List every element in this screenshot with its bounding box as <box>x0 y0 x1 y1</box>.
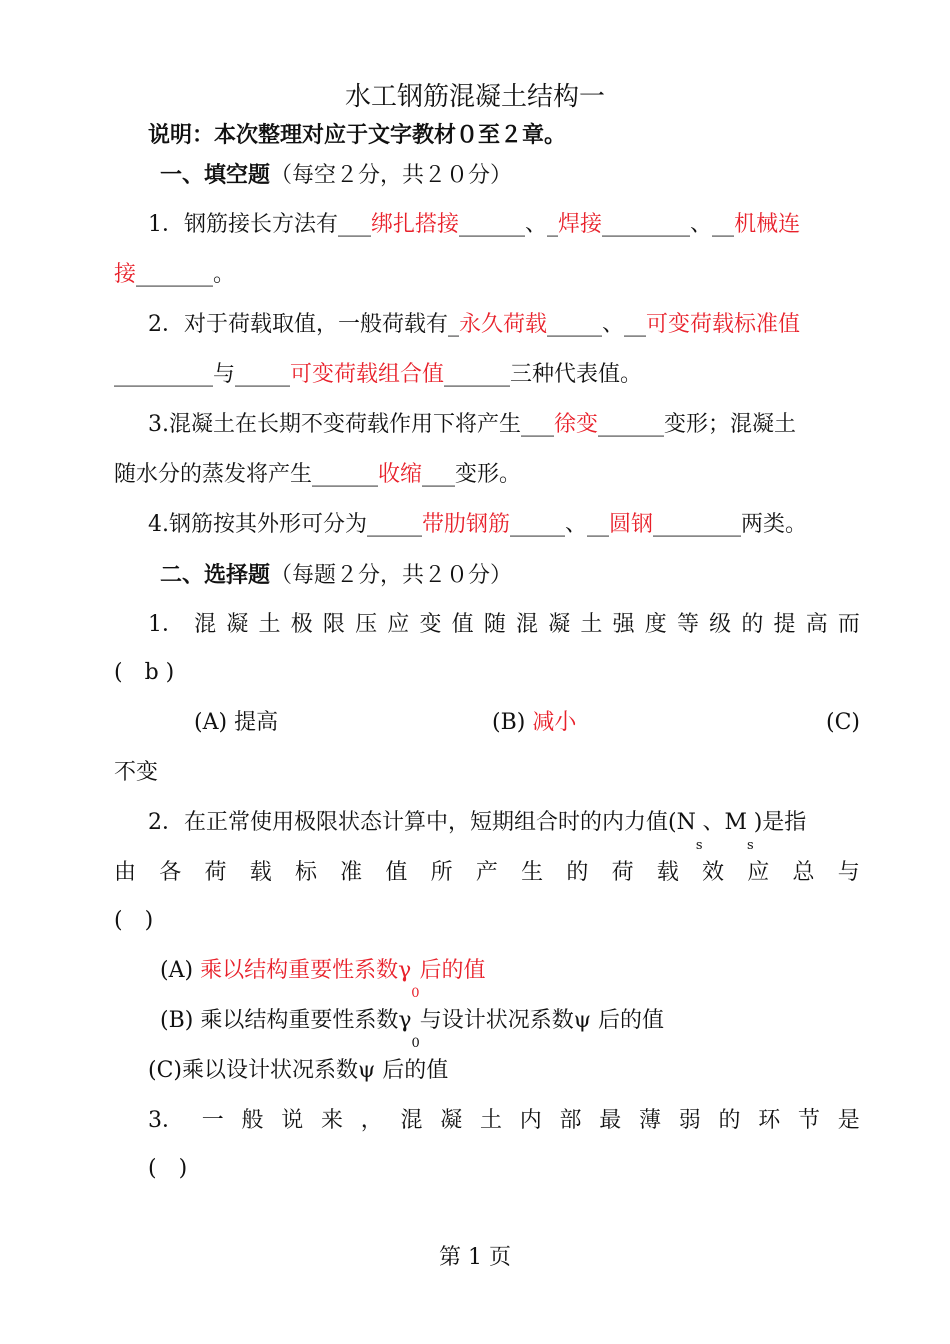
stem-char: 极 <box>290 612 313 637</box>
stem-char: 载 <box>249 860 272 885</box>
stem-char: 是 <box>837 1108 860 1133</box>
stem-char: 节 <box>797 1108 820 1133</box>
choice-1-option-c-label: (C) <box>826 710 860 735</box>
stem-char: ， <box>360 1108 383 1133</box>
section-choice-heading <box>160 560 950 591</box>
option-text: 提高 <box>234 710 279 735</box>
note-line: 说明：本次整理对应于文字教材０至２章。 <box>148 122 567 148</box>
question-text: 1．钢筋接长方法有 <box>148 212 338 237</box>
stem-char: 总 <box>792 860 815 885</box>
answer: 带肋钢筋 <box>422 512 511 537</box>
stem-char: 弱 <box>678 1108 701 1133</box>
answer: 永久荷载 <box>459 312 548 337</box>
blank: _ <box>448 312 459 337</box>
answer: 圆钢 <box>609 512 654 537</box>
blank: ___ <box>338 212 371 237</box>
answer: 可变荷载组合值 <box>290 362 445 387</box>
stem-char: 准 <box>340 860 363 885</box>
choice-3-answer-blank: ( ) <box>148 1156 188 1181</box>
blank: _____、__ <box>510 512 610 537</box>
stem-char: 凝 <box>226 612 249 637</box>
question-text: 随水分的蒸发将产生 <box>114 462 313 487</box>
question-3-line-1 <box>148 410 950 440</box>
question-1-line-1 <box>148 210 950 240</box>
stem-char: 环 <box>758 1108 781 1133</box>
stem-char: 3． <box>148 1108 184 1133</box>
blank: ______变形；混凝土 <box>598 412 797 437</box>
stem-char: 1． <box>148 612 184 637</box>
stem-char: 土 <box>258 612 281 637</box>
stem-char: 生 <box>521 860 544 885</box>
stem-char: 压 <box>355 612 378 637</box>
section-title: 二、选择题 <box>160 562 271 588</box>
stem-char: 变 <box>419 612 442 637</box>
blank: ______ <box>312 462 379 487</box>
blank: _____ <box>367 512 422 537</box>
stem-char: 凝 <box>548 612 571 637</box>
stem-char: 薄 <box>638 1108 661 1133</box>
stem-char: 等 <box>676 612 699 637</box>
stem-char: 混 <box>516 612 539 637</box>
option-text: 乘以结构重要性系数γ <box>200 958 412 983</box>
section-score: （每空２分，共２０分） <box>270 163 513 188</box>
stem-char: 混 <box>400 1108 423 1133</box>
stem-char: 一 <box>201 1108 224 1133</box>
stem-char: 值 <box>451 612 474 637</box>
stem-char: 提 <box>773 612 796 637</box>
option-label: (A) <box>194 710 228 735</box>
section-score: （每题２分，共２０分） <box>270 563 513 588</box>
stem-char: 限 <box>322 612 345 637</box>
stem-char: 荷 <box>611 860 634 885</box>
answer: 可变荷载标准值 <box>646 312 801 337</box>
stem-char: 标 <box>294 860 317 885</box>
stem-char: 混 <box>194 612 217 637</box>
stem-char: 部 <box>559 1108 582 1133</box>
stem-char: 内 <box>519 1108 542 1133</box>
stem-char: 土 <box>580 612 603 637</box>
blank: ___变形。 <box>422 462 522 487</box>
stem-char: 值 <box>385 860 408 885</box>
choice-1-stem <box>148 610 860 640</box>
choice-2-stem-line-2 <box>114 858 860 888</box>
blank: _____、__ <box>547 312 647 337</box>
question-2-line-2 <box>114 360 950 390</box>
option-label: (B) <box>160 1008 194 1033</box>
option-text: 乘以结构重要性系数γ <box>200 1008 412 1033</box>
stem-char: 而 <box>837 612 860 637</box>
option-text: 后的值 <box>419 958 486 983</box>
option-label: (A) <box>160 958 194 983</box>
answer: 绑扎搭接 <box>371 212 460 237</box>
question-text: )是指 <box>753 810 807 835</box>
stem-char: 所 <box>430 860 453 885</box>
blank: ________、__ <box>602 212 735 237</box>
stem-char: 的 <box>718 1108 741 1133</box>
blank: ___ <box>521 412 554 437</box>
question-text: 2．对于荷载取值，一般荷载有 <box>148 312 448 337</box>
stem-char: 的 <box>741 612 764 637</box>
answer: 接 <box>114 262 137 287</box>
choice-1-option-b <box>492 708 950 738</box>
choice-1-answer-blank: ( b ) <box>114 660 175 685</box>
choice-3-stem <box>148 1106 860 1136</box>
blank: _________与_____ <box>114 362 291 387</box>
choice-2-answer-blank: ( ) <box>114 908 154 933</box>
stem-char: 般 <box>241 1108 264 1133</box>
answer: 徐变 <box>554 412 599 437</box>
option-text: 减小 <box>532 710 577 735</box>
section-fill-blank-heading <box>160 160 950 191</box>
subscript: 0 <box>411 986 420 1001</box>
question-text: 2．在正常使用极限状态计算中，短期组合时的内力值 <box>148 810 668 835</box>
question-2-line-1 <box>148 310 950 340</box>
stem-char: 随 <box>483 612 506 637</box>
blank: _______。 <box>136 262 236 287</box>
blank: ______、_ <box>459 212 559 237</box>
stem-char: 土 <box>479 1108 502 1133</box>
document-title: 水工钢筋混凝土结构一 <box>344 82 605 112</box>
option-text: 与设计状况系数ψ 后的值 <box>419 1008 665 1033</box>
stem-char: 凝 <box>440 1108 463 1133</box>
symbol: 、M <box>702 810 748 835</box>
choice-2-option-a <box>160 956 950 1001</box>
stem-char: 应 <box>747 860 770 885</box>
choice-2-option-b <box>160 1006 950 1051</box>
blank: ________两类。 <box>653 512 808 537</box>
answer: 机械连 <box>734 212 801 237</box>
stem-char: 效 <box>702 860 725 885</box>
stem-char: 的 <box>566 860 589 885</box>
question-text: 3.混凝土在长期不变荷载作用下将产生 <box>148 412 521 437</box>
stem-char: 与 <box>837 860 860 885</box>
subscript: 0 <box>411 1036 420 1051</box>
answer: 收缩 <box>378 462 423 487</box>
stem-char: 高 <box>805 612 828 637</box>
stem-char: 说 <box>281 1108 304 1133</box>
stem-char: 级 <box>709 612 732 637</box>
option-label: (B) <box>492 710 526 735</box>
question-text: 4.钢筋按其外形可分为 <box>148 512 367 537</box>
stem-char: 载 <box>656 860 679 885</box>
section-title: 一、填空题 <box>160 162 271 188</box>
stem-char: 来 <box>320 1108 343 1133</box>
choice-2-stem-line-1 <box>148 808 950 853</box>
blank: ______三种代表值。 <box>444 362 643 387</box>
answer: 焊接 <box>558 212 603 237</box>
stem-char: 产 <box>475 860 498 885</box>
symbol: (N <box>668 810 696 835</box>
stem-char: 各 <box>159 860 182 885</box>
stem-char: 强 <box>612 612 635 637</box>
choice-1-option-c-text: 不变 <box>114 760 159 785</box>
choice-2-option-c: (C)乘以设计状况系数ψ 后的值 <box>148 1058 449 1083</box>
stem-char: 应 <box>387 612 410 637</box>
question-1-line-2 <box>114 260 950 290</box>
subscript: s <box>695 838 703 853</box>
stem-char: 最 <box>599 1108 622 1133</box>
subscript: s <box>747 838 754 853</box>
stem-char: 荷 <box>204 860 227 885</box>
stem-char: 由 <box>114 860 137 885</box>
page-number: 第 1 页 <box>439 1245 511 1270</box>
stem-char: 度 <box>644 612 667 637</box>
question-4-line-1 <box>148 510 950 540</box>
question-3-line-2 <box>114 460 950 490</box>
